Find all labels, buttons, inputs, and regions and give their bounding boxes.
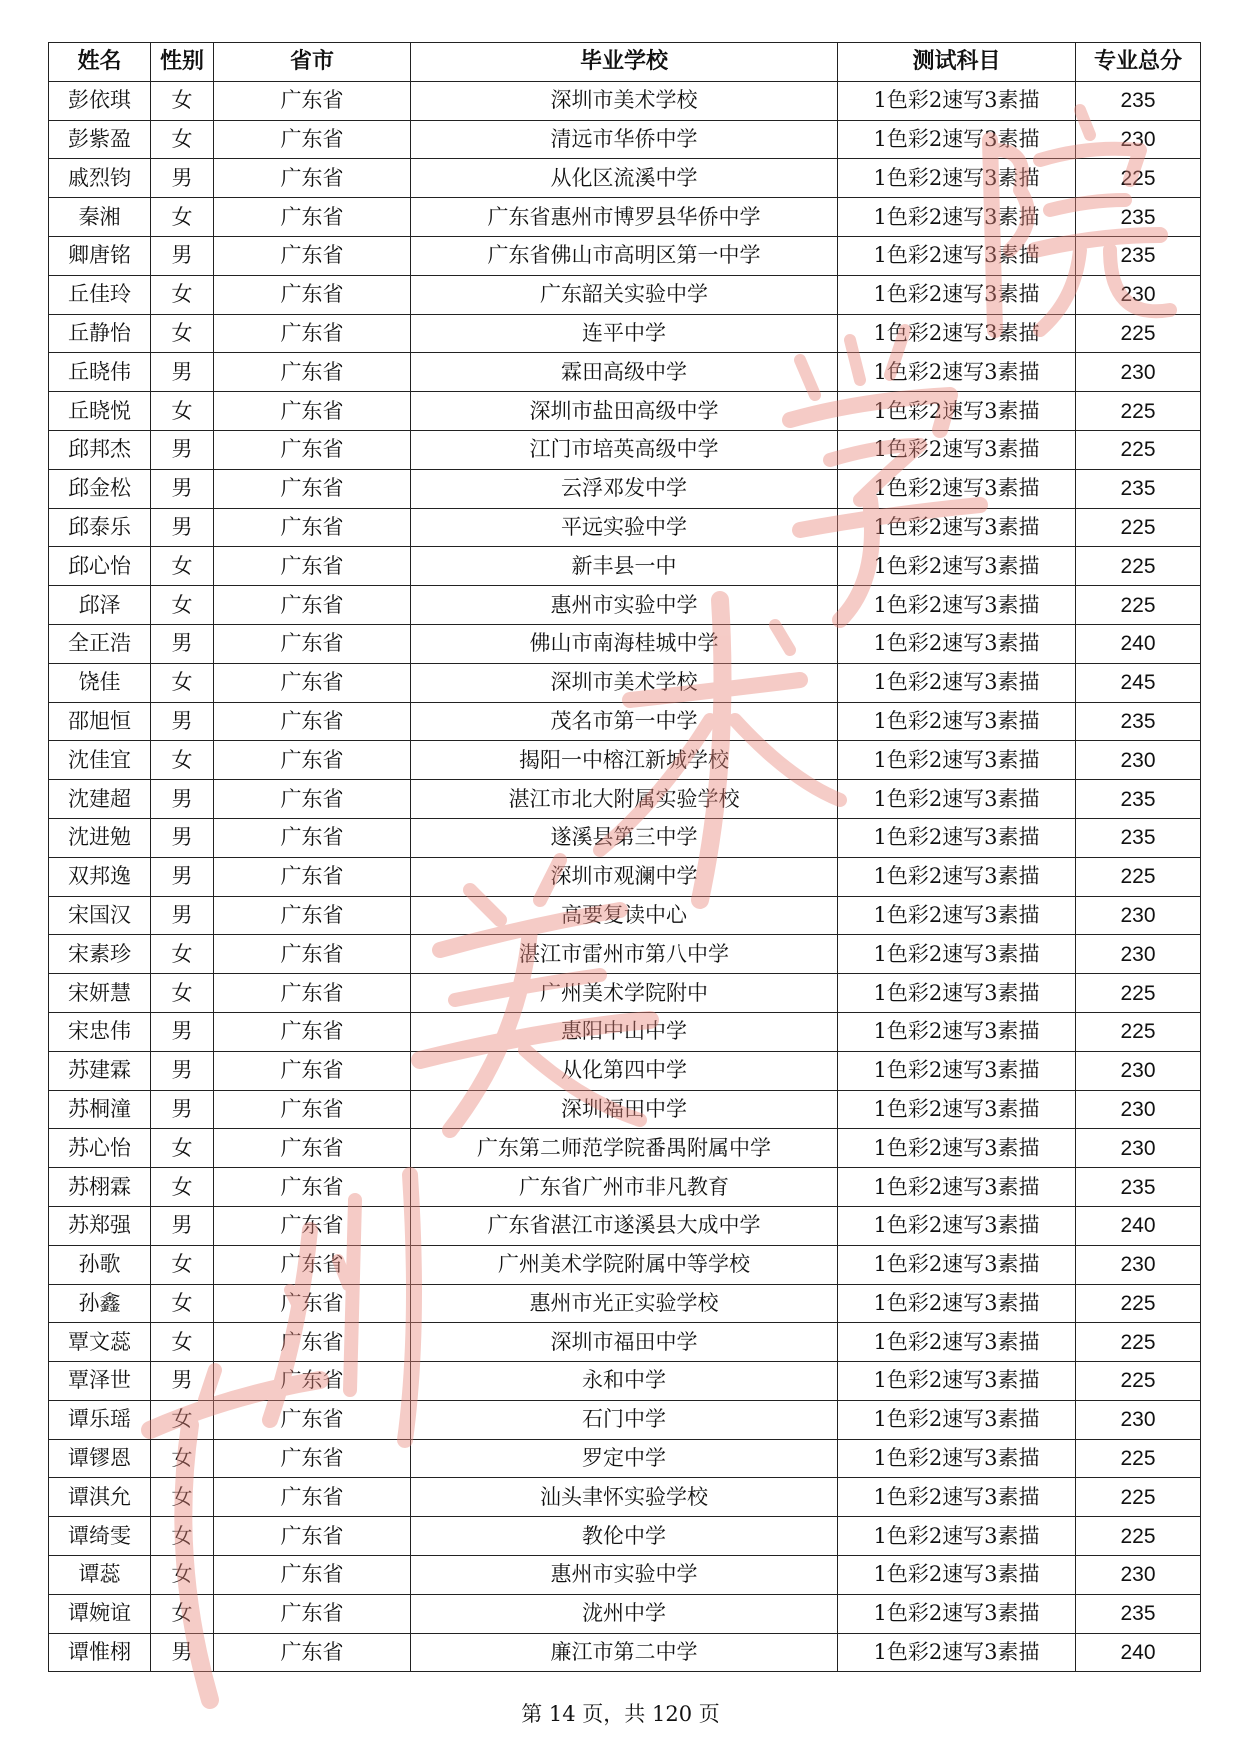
- cell-subject: 1色彩2速写3素描: [838, 1090, 1076, 1129]
- cell-gender: 男: [151, 1012, 214, 1051]
- table-row: [49, 1090, 1201, 1129]
- cell-gender: 女: [151, 1517, 214, 1556]
- cell-school: 惠州市实验中学: [411, 586, 838, 625]
- cell-score: 230: [1076, 1051, 1201, 1090]
- table-row: [49, 780, 1201, 819]
- cell-gender: 女: [151, 1284, 214, 1323]
- table-row: [49, 1206, 1201, 1245]
- cell-school: 泷州中学: [411, 1594, 838, 1633]
- cell-score: 230: [1076, 935, 1201, 974]
- table-row: [49, 1284, 1201, 1323]
- cell-score: 235: [1076, 469, 1201, 508]
- cell-name: 卿唐铭: [49, 236, 151, 275]
- cell-name: 邵旭恒: [49, 702, 151, 741]
- cell-name: 沈佳宜: [49, 741, 151, 780]
- cell-school: 新丰县一中: [411, 547, 838, 586]
- cell-gender: 男: [151, 896, 214, 935]
- cell-gender: 男: [151, 1633, 214, 1672]
- table-row: [49, 392, 1201, 431]
- cell-score: 230: [1076, 1245, 1201, 1284]
- cell-school: 高要复读中心: [411, 896, 838, 935]
- table-body: [49, 81, 1201, 1672]
- cell-score: 225: [1076, 1323, 1201, 1362]
- cell-score: 225: [1076, 392, 1201, 431]
- cell-school: 广东省湛江市遂溪县大成中学: [411, 1206, 838, 1245]
- cell-subject: 1色彩2速写3素描: [838, 1400, 1076, 1439]
- cell-subject: 1色彩2速写3素描: [838, 818, 1076, 857]
- cell-score: 225: [1076, 1517, 1201, 1556]
- cell-gender: 男: [151, 508, 214, 547]
- cell-score: 225: [1076, 1439, 1201, 1478]
- cell-school: 从化区流溪中学: [411, 159, 838, 198]
- cell-school: 霖田高级中学: [411, 353, 838, 392]
- admission-results-table: [48, 42, 1201, 1672]
- table-row: [49, 586, 1201, 625]
- cell-province: 广东省: [214, 818, 411, 857]
- cell-gender: 男: [151, 159, 214, 198]
- cell-name: 丘静怡: [49, 314, 151, 353]
- cell-school: 广州美术学院附属中等学校: [411, 1245, 838, 1284]
- cell-score: 225: [1076, 159, 1201, 198]
- table-row: [49, 508, 1201, 547]
- cell-subject: 1色彩2速写3素描: [838, 1517, 1076, 1556]
- cell-name: 丘佳玲: [49, 275, 151, 314]
- cell-name: 邱邦杰: [49, 430, 151, 469]
- cell-score: 235: [1076, 198, 1201, 237]
- cell-school: 揭阳一中榕江新城学校: [411, 741, 838, 780]
- cell-gender: 男: [151, 857, 214, 896]
- table-row: [49, 430, 1201, 469]
- cell-subject: 1色彩2速写3素描: [838, 508, 1076, 547]
- cell-school: 永和中学: [411, 1362, 838, 1401]
- cell-score: 225: [1076, 1362, 1201, 1401]
- table-row: [49, 159, 1201, 198]
- cell-province: 广东省: [214, 1129, 411, 1168]
- cell-school: 江门市培英高级中学: [411, 430, 838, 469]
- cell-score: 225: [1076, 1478, 1201, 1517]
- cell-school: 广东省佛山市高明区第一中学: [411, 236, 838, 275]
- cell-gender: 女: [151, 314, 214, 353]
- cell-name: 宋国汉: [49, 896, 151, 935]
- cell-province: 广东省: [214, 1012, 411, 1051]
- cell-subject: 1色彩2速写3素描: [838, 1633, 1076, 1672]
- cell-name: 覃文蕊: [49, 1323, 151, 1362]
- cell-province: 广东省: [214, 702, 411, 741]
- table-row: [49, 935, 1201, 974]
- cell-score: 225: [1076, 857, 1201, 896]
- cell-score: 225: [1076, 430, 1201, 469]
- cell-school: 罗定中学: [411, 1439, 838, 1478]
- cell-subject: 1色彩2速写3素描: [838, 353, 1076, 392]
- cell-gender: 男: [151, 469, 214, 508]
- cell-gender: 男: [151, 780, 214, 819]
- header-score: 专业总分: [1076, 43, 1201, 82]
- cell-province: 广东省: [214, 586, 411, 625]
- cell-gender: 男: [151, 1362, 214, 1401]
- cell-subject: 1色彩2速写3素描: [838, 81, 1076, 120]
- cell-score: 230: [1076, 896, 1201, 935]
- cell-score: 230: [1076, 120, 1201, 159]
- cell-score: 225: [1076, 586, 1201, 625]
- cell-subject: 1色彩2速写3素描: [838, 896, 1076, 935]
- cell-province: 广东省: [214, 508, 411, 547]
- cell-name: 宋忠伟: [49, 1012, 151, 1051]
- table-row: [49, 469, 1201, 508]
- cell-name: 宋素珍: [49, 935, 151, 974]
- cell-gender: 女: [151, 1594, 214, 1633]
- cell-name: 沈建超: [49, 780, 151, 819]
- cell-score: 235: [1076, 1594, 1201, 1633]
- cell-gender: 男: [151, 702, 214, 741]
- cell-subject: 1色彩2速写3素描: [838, 547, 1076, 586]
- table-row: [49, 1362, 1201, 1401]
- cell-subject: 1色彩2速写3素描: [838, 469, 1076, 508]
- cell-school: 深圳市盐田高级中学: [411, 392, 838, 431]
- cell-province: 广东省: [214, 547, 411, 586]
- cell-gender: 女: [151, 1400, 214, 1439]
- cell-gender: 女: [151, 547, 214, 586]
- cell-name: 谭蕊: [49, 1556, 151, 1595]
- cell-gender: 女: [151, 275, 214, 314]
- cell-subject: 1色彩2速写3素描: [838, 430, 1076, 469]
- cell-province: 广东省: [214, 663, 411, 702]
- cell-subject: 1色彩2速写3素描: [838, 1012, 1076, 1051]
- cell-name: 苏建霖: [49, 1051, 151, 1090]
- table-row: [49, 1478, 1201, 1517]
- page-footer: 第 14 页，共 120 页: [521, 1702, 720, 1726]
- cell-subject: 1色彩2速写3素描: [838, 1478, 1076, 1517]
- cell-gender: 女: [151, 1439, 214, 1478]
- cell-name: 沈进勉: [49, 818, 151, 857]
- table-row: [49, 702, 1201, 741]
- cell-province: 广东省: [214, 1051, 411, 1090]
- cell-school: 廉江市第二中学: [411, 1633, 838, 1672]
- cell-subject: 1色彩2速写3素描: [838, 935, 1076, 974]
- cell-school: 广东韶关实验中学: [411, 275, 838, 314]
- cell-gender: 女: [151, 1556, 214, 1595]
- cell-gender: 女: [151, 974, 214, 1013]
- table-row: [49, 624, 1201, 663]
- cell-subject: 1色彩2速写3素描: [838, 120, 1076, 159]
- cell-subject: 1色彩2速写3素描: [838, 1051, 1076, 1090]
- cell-name: 丘晓悦: [49, 392, 151, 431]
- cell-province: 广东省: [214, 935, 411, 974]
- cell-subject: 1色彩2速写3素描: [838, 741, 1076, 780]
- cell-subject: 1色彩2速写3素描: [838, 236, 1076, 275]
- cell-gender: 女: [151, 1129, 214, 1168]
- cell-gender: 女: [151, 1478, 214, 1517]
- cell-name: 谭镠恩: [49, 1439, 151, 1478]
- cell-school: 云浮邓发中学: [411, 469, 838, 508]
- cell-subject: 1色彩2速写3素描: [838, 663, 1076, 702]
- cell-name: 苏心怡: [49, 1129, 151, 1168]
- cell-subject: 1色彩2速写3素描: [838, 198, 1076, 237]
- cell-score: 225: [1076, 1012, 1201, 1051]
- cell-score: 245: [1076, 663, 1201, 702]
- table-row: [49, 663, 1201, 702]
- cell-province: 广东省: [214, 1633, 411, 1672]
- cell-province: 广东省: [214, 1517, 411, 1556]
- cell-province: 广东省: [214, 1245, 411, 1284]
- cell-province: 广东省: [214, 469, 411, 508]
- table-row: [49, 275, 1201, 314]
- cell-province: 广东省: [214, 159, 411, 198]
- table-row: [49, 1129, 1201, 1168]
- header-name: 姓名: [49, 43, 151, 82]
- cell-gender: 女: [151, 663, 214, 702]
- cell-province: 广东省: [214, 857, 411, 896]
- cell-subject: 1色彩2速写3素描: [838, 314, 1076, 353]
- cell-name: 孙歌: [49, 1245, 151, 1284]
- cell-score: 235: [1076, 81, 1201, 120]
- header-school: 毕业学校: [411, 43, 838, 82]
- cell-school: 汕头聿怀实验学校: [411, 1478, 838, 1517]
- table-row: [49, 1051, 1201, 1090]
- cell-province: 广东省: [214, 1556, 411, 1595]
- cell-gender: 女: [151, 935, 214, 974]
- cell-subject: 1色彩2速写3素描: [838, 275, 1076, 314]
- cell-school: 清远市华侨中学: [411, 120, 838, 159]
- cell-gender: 男: [151, 818, 214, 857]
- cell-name: 苏栩霖: [49, 1168, 151, 1207]
- cell-gender: 女: [151, 1168, 214, 1207]
- table-row: [49, 741, 1201, 780]
- cell-gender: 女: [151, 392, 214, 431]
- cell-school: 惠州市光正实验学校: [411, 1284, 838, 1323]
- cell-school: 广州美术学院附中: [411, 974, 838, 1013]
- table-row: [49, 1517, 1201, 1556]
- cell-school: 深圳市美术学校: [411, 81, 838, 120]
- cell-province: 广东省: [214, 741, 411, 780]
- header-province: 省市: [214, 43, 411, 82]
- cell-score: 235: [1076, 702, 1201, 741]
- cell-province: 广东省: [214, 392, 411, 431]
- cell-subject: 1色彩2速写3素描: [838, 1168, 1076, 1207]
- cell-score: 225: [1076, 1284, 1201, 1323]
- cell-score: 225: [1076, 547, 1201, 586]
- cell-gender: 男: [151, 430, 214, 469]
- cell-school: 连平中学: [411, 314, 838, 353]
- cell-province: 广东省: [214, 275, 411, 314]
- cell-score: 230: [1076, 1090, 1201, 1129]
- cell-gender: 男: [151, 1090, 214, 1129]
- cell-province: 广东省: [214, 198, 411, 237]
- cell-school: 佛山市南海桂城中学: [411, 624, 838, 663]
- cell-school: 湛江市雷州市第八中学: [411, 935, 838, 974]
- cell-name: 覃泽世: [49, 1362, 151, 1401]
- cell-score: 230: [1076, 1129, 1201, 1168]
- cell-subject: 1色彩2速写3素描: [838, 1362, 1076, 1401]
- cell-name: 邱泰乐: [49, 508, 151, 547]
- cell-subject: 1色彩2速写3素描: [838, 780, 1076, 819]
- cell-subject: 1色彩2速写3素描: [838, 1245, 1076, 1284]
- cell-name: 邱金松: [49, 469, 151, 508]
- cell-subject: 1色彩2速写3素描: [838, 392, 1076, 431]
- cell-score: 225: [1076, 314, 1201, 353]
- cell-subject: 1色彩2速写3素描: [838, 1206, 1076, 1245]
- cell-name: 孙鑫: [49, 1284, 151, 1323]
- cell-province: 广东省: [214, 1478, 411, 1517]
- table-row: [49, 314, 1201, 353]
- cell-province: 广东省: [214, 1362, 411, 1401]
- cell-province: 广东省: [214, 1400, 411, 1439]
- cell-score: 230: [1076, 353, 1201, 392]
- cell-subject: 1色彩2速写3素描: [838, 1129, 1076, 1168]
- table-row: [49, 1633, 1201, 1672]
- cell-name: 全正浩: [49, 624, 151, 663]
- cell-gender: 女: [151, 586, 214, 625]
- table-row: [49, 818, 1201, 857]
- table-row: [49, 1556, 1201, 1595]
- table-row: [49, 547, 1201, 586]
- cell-province: 广东省: [214, 1323, 411, 1362]
- cell-score: 230: [1076, 1556, 1201, 1595]
- cell-subject: 1色彩2速写3素描: [838, 586, 1076, 625]
- cell-gender: 女: [151, 1245, 214, 1284]
- cell-province: 广东省: [214, 1439, 411, 1478]
- cell-school: 广东第二师范学院番禺附属中学: [411, 1129, 838, 1168]
- cell-score: 230: [1076, 275, 1201, 314]
- cell-score: 235: [1076, 1168, 1201, 1207]
- cell-subject: 1色彩2速写3素描: [838, 702, 1076, 741]
- cell-school: 湛江市北大附属实验学校: [411, 780, 838, 819]
- cell-province: 广东省: [214, 780, 411, 819]
- cell-name: 彭依琪: [49, 81, 151, 120]
- cell-subject: 1色彩2速写3素描: [838, 857, 1076, 896]
- cell-subject: 1色彩2速写3素描: [838, 1556, 1076, 1595]
- table-row: [49, 857, 1201, 896]
- cell-school: 深圳市观澜中学: [411, 857, 838, 896]
- cell-subject: 1色彩2速写3素描: [838, 1594, 1076, 1633]
- cell-school: 深圳市福田中学: [411, 1323, 838, 1362]
- cell-province: 广东省: [214, 896, 411, 935]
- cell-province: 广东省: [214, 974, 411, 1013]
- cell-subject: 1色彩2速写3素描: [838, 159, 1076, 198]
- cell-gender: 男: [151, 1051, 214, 1090]
- cell-gender: 女: [151, 198, 214, 237]
- table-row: [49, 974, 1201, 1013]
- cell-name: 戚烈钧: [49, 159, 151, 198]
- cell-gender: 女: [151, 120, 214, 159]
- header-subject: 测试科目: [838, 43, 1076, 82]
- cell-score: 240: [1076, 624, 1201, 663]
- cell-score: 225: [1076, 974, 1201, 1013]
- cell-school: 深圳福田中学: [411, 1090, 838, 1129]
- cell-school: 遂溪县第三中学: [411, 818, 838, 857]
- cell-province: 广东省: [214, 81, 411, 120]
- cell-school: 广东省广州市非凡教育: [411, 1168, 838, 1207]
- cell-name: 饶佳: [49, 663, 151, 702]
- cell-name: 秦湘: [49, 198, 151, 237]
- cell-score: 235: [1076, 236, 1201, 275]
- cell-province: 广东省: [214, 1594, 411, 1633]
- table-row: [49, 1012, 1201, 1051]
- cell-score: 240: [1076, 1206, 1201, 1245]
- cell-school: 深圳市美术学校: [411, 663, 838, 702]
- cell-name: 谭绮雯: [49, 1517, 151, 1556]
- cell-name: 谭婉谊: [49, 1594, 151, 1633]
- cell-name: 苏郑强: [49, 1206, 151, 1245]
- table-row: [49, 1323, 1201, 1362]
- table-row: [49, 1439, 1201, 1478]
- cell-school: 茂名市第一中学: [411, 702, 838, 741]
- table-row: [49, 81, 1201, 120]
- cell-subject: 1色彩2速写3素描: [838, 1439, 1076, 1478]
- table-row: [49, 896, 1201, 935]
- cell-subject: 1色彩2速写3素描: [838, 974, 1076, 1013]
- cell-score: 240: [1076, 1633, 1201, 1672]
- cell-score: 230: [1076, 741, 1201, 780]
- cell-name: 苏桐潼: [49, 1090, 151, 1129]
- cell-subject: 1色彩2速写3素描: [838, 1284, 1076, 1323]
- cell-province: 广东省: [214, 353, 411, 392]
- cell-province: 广东省: [214, 236, 411, 275]
- cell-score: 235: [1076, 818, 1201, 857]
- cell-province: 广东省: [214, 120, 411, 159]
- table-row: [49, 236, 1201, 275]
- table-row: [49, 1245, 1201, 1284]
- cell-name: 谭惟栩: [49, 1633, 151, 1672]
- cell-province: 广东省: [214, 1090, 411, 1129]
- cell-name: 邱泽: [49, 586, 151, 625]
- cell-score: 235: [1076, 780, 1201, 819]
- table-row: [49, 353, 1201, 392]
- cell-subject: 1色彩2速写3素描: [838, 1323, 1076, 1362]
- cell-subject: 1色彩2速写3素描: [838, 624, 1076, 663]
- cell-province: 广东省: [214, 1206, 411, 1245]
- cell-name: 邱心怡: [49, 547, 151, 586]
- cell-school: 从化第四中学: [411, 1051, 838, 1090]
- table-row: [49, 1594, 1201, 1633]
- cell-gender: 男: [151, 1206, 214, 1245]
- cell-gender: 男: [151, 624, 214, 663]
- header-gender: 性别: [151, 43, 214, 82]
- cell-gender: 女: [151, 1323, 214, 1362]
- cell-province: 广东省: [214, 314, 411, 353]
- table-header-row: [49, 43, 1201, 82]
- cell-score: 225: [1076, 508, 1201, 547]
- cell-school: 惠阳中山中学: [411, 1012, 838, 1051]
- cell-gender: 女: [151, 81, 214, 120]
- cell-school: 平远实验中学: [411, 508, 838, 547]
- cell-name: 谭乐瑶: [49, 1400, 151, 1439]
- table-row: [49, 120, 1201, 159]
- table-row: [49, 1168, 1201, 1207]
- cell-name: 丘晓伟: [49, 353, 151, 392]
- cell-school: 教伦中学: [411, 1517, 838, 1556]
- cell-gender: 女: [151, 741, 214, 780]
- cell-gender: 男: [151, 353, 214, 392]
- cell-school: 广东省惠州市博罗县华侨中学: [411, 198, 838, 237]
- cell-province: 广东省: [214, 1284, 411, 1323]
- cell-province: 广东省: [214, 624, 411, 663]
- cell-gender: 男: [151, 236, 214, 275]
- table-row: [49, 198, 1201, 237]
- cell-province: 广东省: [214, 1168, 411, 1207]
- cell-name: 谭淇允: [49, 1478, 151, 1517]
- cell-name: 双邦逸: [49, 857, 151, 896]
- cell-name: 彭紫盈: [49, 120, 151, 159]
- cell-province: 广东省: [214, 430, 411, 469]
- cell-name: 宋妍慧: [49, 974, 151, 1013]
- cell-school: 惠州市实验中学: [411, 1556, 838, 1595]
- cell-school: 石门中学: [411, 1400, 838, 1439]
- cell-score: 230: [1076, 1400, 1201, 1439]
- table-row: [49, 1400, 1201, 1439]
